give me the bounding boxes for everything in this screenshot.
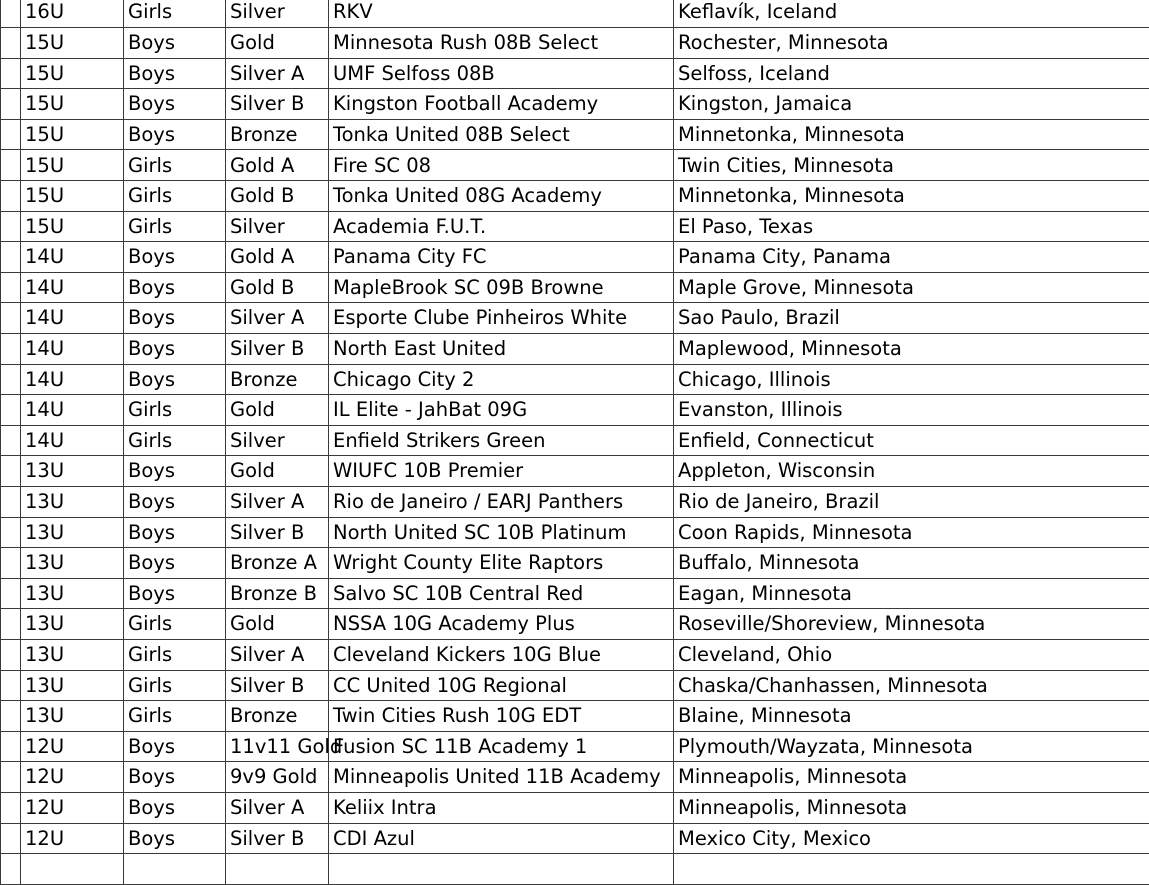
team-name-cell[interactable]: Wright County Elite Raptors [329,548,674,579]
empty-cell[interactable] [1115,181,1149,212]
empty-cell[interactable] [1115,119,1149,150]
team-name-cell[interactable]: North United SC 10B Platinum [329,517,674,548]
age-group-cell[interactable]: 16U [21,0,124,28]
row-gutter-cell[interactable] [1,272,21,303]
gender-cell[interactable]: Boys [124,334,226,365]
location-cell[interactable]: Mexico City, Mexico [674,823,1115,854]
empty-cell[interactable] [1115,639,1149,670]
table-row [1,89,1149,120]
row-gutter-cell[interactable] [1,823,21,854]
gender-cell[interactable]: Girls [124,0,226,28]
gender-cell[interactable]: Boys [124,731,226,762]
location-cell[interactable]: Minnetonka, Minnesota [674,181,1115,212]
location-cell[interactable] [674,854,1115,885]
gender-cell[interactable]: Boys [124,364,226,395]
empty-cell[interactable] [1115,334,1149,365]
gender-cell[interactable]: Boys [124,272,226,303]
empty-cell[interactable] [1115,578,1149,609]
table-row [1,425,1149,456]
division-cell[interactable]: Silver B [226,670,329,701]
age-group-cell[interactable]: 14U [21,242,124,273]
gender-cell[interactable]: Boys [124,517,226,548]
row-gutter-cell[interactable] [1,119,21,150]
row-gutter-cell[interactable] [1,211,21,242]
empty-cell[interactable] [1115,425,1149,456]
age-group-cell[interactable]: 13U [21,487,124,518]
empty-cell[interactable] [1115,731,1149,762]
gender-cell[interactable]: Boys [124,762,226,793]
table-row [1,701,1149,732]
age-group-cell[interactable]: 13U [21,670,124,701]
age-group-cell[interactable]: 12U [21,792,124,823]
row-gutter-cell[interactable] [1,609,21,640]
gender-cell[interactable]: Girls [124,701,226,732]
location-cell[interactable]: Evanston, Illinois [674,395,1115,426]
location-cell[interactable]: Appleton, Wisconsin [674,456,1115,487]
age-group-cell[interactable]: 14U [21,303,124,334]
empty-cell[interactable] [1115,272,1149,303]
location-cell[interactable]: Enfield, Connecticut [674,425,1115,456]
team-name-cell[interactable]: Minnesota Rush 08B Select [329,28,674,59]
location-cell[interactable]: Buffalo, Minnesota [674,548,1115,579]
row-gutter-cell[interactable] [1,792,21,823]
location-cell[interactable]: Kingston, Jamaica [674,89,1115,120]
table-row [1,364,1149,395]
row-gutter-cell[interactable] [1,517,21,548]
row-gutter-cell[interactable] [1,578,21,609]
division-cell[interactable]: Silver B [226,89,329,120]
age-group-cell[interactable] [21,854,124,885]
team-name-cell[interactable]: Fusion SC 11B Academy 1 [329,731,674,762]
division-cell[interactable]: Gold [226,28,329,59]
row-gutter-cell[interactable] [1,395,21,426]
table-row [1,58,1149,89]
age-group-cell[interactable]: 12U [21,762,124,793]
team-name-cell[interactable]: North East United [329,334,674,365]
team-name-cell[interactable]: Esporte Clube Pinheiros White [329,303,674,334]
gender-cell[interactable]: Boys [124,578,226,609]
location-cell[interactable]: Keflavík, Iceland [674,0,1115,28]
row-gutter-cell[interactable] [1,181,21,212]
division-cell[interactable]: Gold [226,609,329,640]
age-group-cell[interactable]: 15U [21,28,124,59]
location-cell[interactable]: Chicago, Illinois [674,364,1115,395]
age-group-cell[interactable]: 15U [21,119,124,150]
gender-cell[interactable]: Boys [124,792,226,823]
table-row [1,28,1149,59]
location-cell[interactable]: Twin Cities, Minnesota [674,150,1115,181]
division-cell[interactable]: 11v11 Gold [226,731,329,762]
gender-cell[interactable]: Girls [124,609,226,640]
gender-cell[interactable]: Girls [124,150,226,181]
empty-cell[interactable] [1115,242,1149,273]
team-name-cell[interactable]: Chicago City 2 [329,364,674,395]
row-gutter-cell[interactable] [1,0,21,28]
row-gutter-cell[interactable] [1,487,21,518]
age-group-cell[interactable]: 15U [21,89,124,120]
empty-cell[interactable] [1115,792,1149,823]
table-row [1,487,1149,518]
team-name-cell[interactable]: RKV [329,0,674,28]
table-row [1,609,1149,640]
row-gutter-cell[interactable] [1,89,21,120]
team-name-cell[interactable]: Tonka United 08G Academy [329,181,674,212]
age-group-cell[interactable]: 14U [21,425,124,456]
gender-cell[interactable] [124,854,226,885]
empty-cell[interactable] [1115,395,1149,426]
division-cell[interactable]: Gold B [226,272,329,303]
division-cell[interactable]: Bronze A [226,548,329,579]
gender-cell[interactable]: Girls [124,211,226,242]
division-cell[interactable]: Bronze [226,119,329,150]
age-group-cell[interactable]: 15U [21,211,124,242]
team-name-cell[interactable]: Cleveland Kickers 10G Blue [329,639,674,670]
team-name-cell[interactable]: IL Elite - JahBat 09G [329,395,674,426]
gender-cell[interactable]: Girls [124,670,226,701]
gender-cell[interactable]: Boys [124,89,226,120]
empty-cell[interactable] [1115,211,1149,242]
empty-cell[interactable] [1115,89,1149,120]
team-name-cell[interactable]: Minneapolis United 11B Academy [329,762,674,793]
empty-cell[interactable] [1115,0,1149,28]
row-gutter-cell[interactable] [1,762,21,793]
age-group-cell[interactable]: 13U [21,639,124,670]
age-group-cell[interactable]: 14U [21,395,124,426]
gender-cell[interactable]: Boys [124,823,226,854]
age-group-cell[interactable]: 13U [21,609,124,640]
division-cell[interactable]: Bronze [226,701,329,732]
team-name-cell[interactable]: Tonka United 08B Select [329,119,674,150]
empty-cell[interactable] [1115,303,1149,334]
gender-cell[interactable]: Girls [124,425,226,456]
age-group-cell[interactable]: 14U [21,364,124,395]
table-row [1,578,1149,609]
table-row [1,792,1149,823]
table-row [1,548,1149,579]
division-cell[interactable]: Gold A [226,242,329,273]
empty-cell[interactable] [1115,548,1149,579]
gender-cell[interactable]: Boys [124,456,226,487]
empty-cell[interactable] [1115,58,1149,89]
table-row [1,639,1149,670]
division-cell[interactable]: Silver A [226,58,329,89]
gender-cell[interactable]: Boys [124,487,226,518]
row-gutter-cell[interactable] [1,548,21,579]
team-name-cell[interactable]: Kingston Football Academy [329,89,674,120]
table-row [1,272,1149,303]
table-row [1,242,1149,273]
age-group-cell[interactable]: 13U [21,517,124,548]
table-row [1,854,1149,885]
empty-cell[interactable] [1115,854,1149,885]
team-name-cell[interactable]: Rio de Janeiro / EARJ Panthers [329,487,674,518]
table-row [1,395,1149,426]
division-cell[interactable]: Silver A [226,303,329,334]
age-group-cell[interactable]: 14U [21,334,124,365]
table-row [1,823,1149,854]
location-cell[interactable]: Coon Rapids, Minnesota [674,517,1115,548]
table-row [1,181,1149,212]
team-name-cell[interactable]: CDI Azul [329,823,674,854]
gender-cell[interactable]: Girls [124,395,226,426]
table-row [1,517,1149,548]
division-cell[interactable]: Gold [226,456,329,487]
empty-cell[interactable] [1115,762,1149,793]
row-gutter-cell[interactable] [1,364,21,395]
age-group-cell[interactable]: 15U [21,181,124,212]
row-gutter-cell[interactable] [1,334,21,365]
team-name-cell[interactable]: WIUFC 10B Premier [329,456,674,487]
row-gutter-cell[interactable] [1,639,21,670]
division-cell[interactable]: Gold B [226,181,329,212]
empty-cell[interactable] [1115,609,1149,640]
division-cell[interactable]: Silver [226,0,329,28]
empty-cell[interactable] [1115,364,1149,395]
empty-cell[interactable] [1115,28,1149,59]
empty-cell[interactable] [1115,150,1149,181]
table-row [1,150,1149,181]
row-gutter-cell[interactable] [1,456,21,487]
location-cell[interactable]: Cleveland, Ohio [674,639,1115,670]
age-group-cell[interactable]: 13U [21,578,124,609]
division-cell[interactable]: Silver [226,425,329,456]
team-name-cell[interactable]: Twin Cities Rush 10G EDT [329,701,674,732]
empty-cell[interactable] [1115,670,1149,701]
location-cell[interactable]: Blaine, Minnesota [674,701,1115,732]
team-name-cell[interactable]: Keliix Intra [329,792,674,823]
team-name-cell[interactable]: Fire SC 08 [329,150,674,181]
age-group-cell[interactable]: 12U [21,731,124,762]
gender-cell[interactable]: Boys [124,119,226,150]
location-cell[interactable]: Roseville/Shoreview, Minnesota [674,609,1115,640]
age-group-cell[interactable]: 13U [21,456,124,487]
row-gutter-cell[interactable] [1,150,21,181]
row-gutter-cell[interactable] [1,731,21,762]
team-name-cell[interactable] [329,854,674,885]
team-name-cell[interactable]: UMF Selfoss 08B [329,58,674,89]
age-group-cell[interactable]: 13U [21,548,124,579]
location-cell[interactable]: Maplewood, Minnesota [674,334,1115,365]
table-row [1,456,1149,487]
row-gutter-cell[interactable] [1,303,21,334]
row-gutter-cell[interactable] [1,425,21,456]
location-cell[interactable]: Maple Grove, Minnesota [674,272,1115,303]
division-cell[interactable]: Silver A [226,639,329,670]
location-cell[interactable]: Minnetonka, Minnesota [674,119,1115,150]
location-cell[interactable]: Plymouth/Wayzata, Minnesota [674,731,1115,762]
empty-cell[interactable] [1115,456,1149,487]
team-name-cell[interactable]: MapleBrook SC 09B Browne [329,272,674,303]
gender-cell[interactable]: Boys [124,303,226,334]
location-cell[interactable]: Minneapolis, Minnesota [674,792,1115,823]
empty-cell[interactable] [1115,823,1149,854]
row-gutter-cell[interactable] [1,670,21,701]
location-cell[interactable]: Rio de Janeiro, Brazil [674,487,1115,518]
table-row [1,334,1149,365]
division-cell[interactable]: 9v9 Gold [226,762,329,793]
team-name-cell[interactable]: CC United 10G Regional [329,670,674,701]
row-gutter-cell[interactable] [1,28,21,59]
location-cell[interactable]: Panama City, Panama [674,242,1115,273]
location-cell[interactable]: Eagan, Minnesota [674,578,1115,609]
row-gutter-cell[interactable] [1,854,21,885]
division-cell[interactable]: Silver A [226,792,329,823]
empty-cell[interactable] [1115,701,1149,732]
location-cell[interactable]: El Paso, Texas [674,211,1115,242]
gender-cell[interactable]: Boys [124,242,226,273]
location-cell[interactable]: Rochester, Minnesota [674,28,1115,59]
table-row [1,731,1149,762]
location-cell[interactable]: Chaska/Chanhassen, Minnesota [674,670,1115,701]
table-row [1,0,1149,28]
table-row [1,119,1149,150]
row-gutter-cell[interactable] [1,58,21,89]
division-cell[interactable]: Bronze B [226,578,329,609]
table-row [1,762,1149,793]
age-group-cell[interactable]: 14U [21,272,124,303]
location-cell[interactable]: Sao Paulo, Brazil [674,303,1115,334]
division-cell[interactable]: Gold [226,395,329,426]
gender-cell[interactable]: Boys [124,548,226,579]
location-cell[interactable]: Selfoss, Iceland [674,58,1115,89]
division-cell[interactable] [226,854,329,885]
team-name-cell[interactable]: Enfield Strikers Green [329,425,674,456]
division-cell[interactable]: Bronze [226,364,329,395]
row-gutter-cell[interactable] [1,242,21,273]
table-body [1,0,1149,884]
team-name-cell[interactable]: Academia F.U.T. [329,211,674,242]
division-cell[interactable]: Silver [226,211,329,242]
age-group-cell[interactable]: 15U [21,150,124,181]
table-row [1,211,1149,242]
division-cell[interactable]: Silver B [226,517,329,548]
table-row [1,303,1149,334]
team-name-cell[interactable]: NSSA 10G Academy Plus [329,609,674,640]
team-name-cell[interactable]: Panama City FC [329,242,674,273]
empty-cell[interactable] [1115,487,1149,518]
gender-cell[interactable]: Boys [124,58,226,89]
division-cell[interactable]: Gold A [226,150,329,181]
age-group-cell[interactable]: 13U [21,701,124,732]
division-cell[interactable]: Silver B [226,334,329,365]
division-cell[interactable]: Silver B [226,823,329,854]
age-group-cell[interactable]: 12U [21,823,124,854]
gender-cell[interactable]: Girls [124,639,226,670]
row-gutter-cell[interactable] [1,701,21,732]
age-group-cell[interactable]: 15U [21,58,124,89]
gender-cell[interactable]: Boys [124,28,226,59]
empty-cell[interactable] [1115,517,1149,548]
table-row [1,670,1149,701]
division-cell[interactable]: Silver A [226,487,329,518]
gender-cell[interactable]: Girls [124,181,226,212]
team-name-cell[interactable]: Salvo SC 10B Central Red [329,578,674,609]
location-cell[interactable]: Minneapolis, Minnesota [674,762,1115,793]
